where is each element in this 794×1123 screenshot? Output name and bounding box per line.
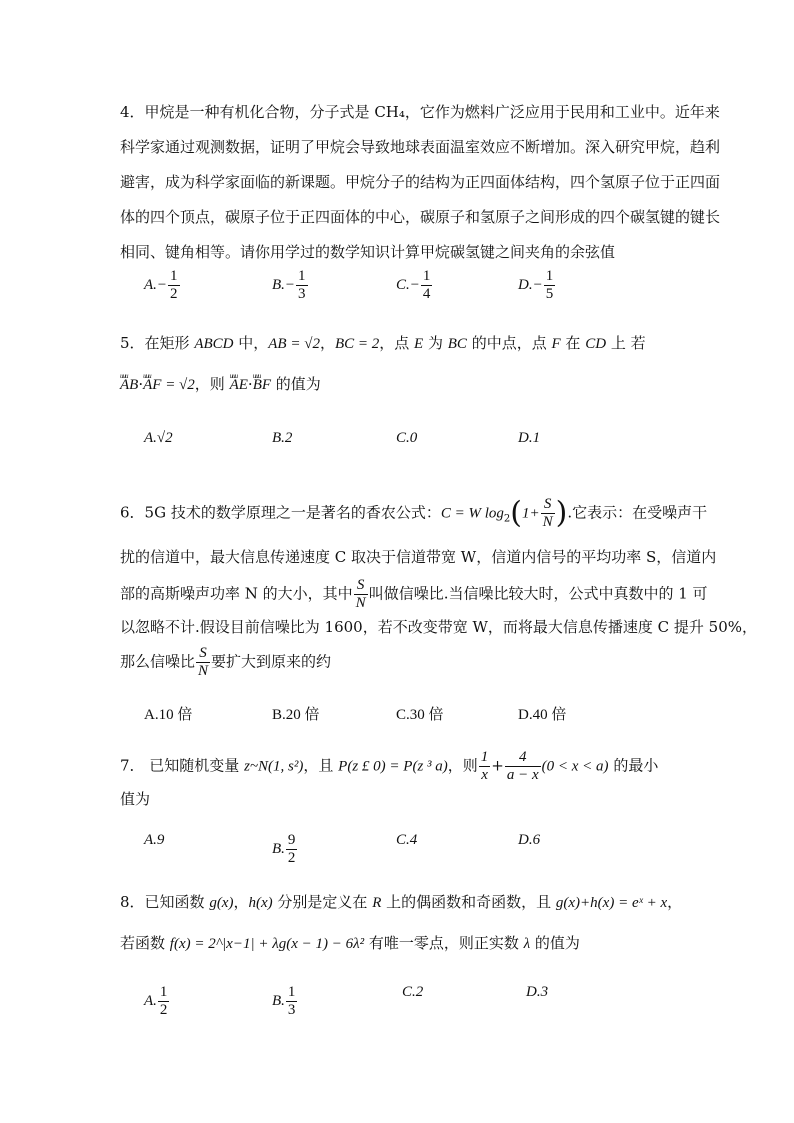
q6-line-1: 6．5G 技术的数学原理之一是著名的香农公式：C = W $\log_2(1+$ $\frac{S}{N}$ ).它表示：在受噪声干 (120, 495, 708, 531)
q8-line-1: 8．已知函数 g(x)，h(x) 分别是定义在 R 上的偶函数和奇函数，且 g(x)+h(x) = eˣ + x， (120, 893, 683, 911)
q5-line-1: 5．在矩形 ABCD 中，AB = √2，BC = 2，点 E 为 BC 的中点，点 F 在 CD 上 若 (120, 334, 646, 352)
q4-option-a[interactable]: A.− $\frac{1}{2}$ (144, 268, 178, 302)
q8-option-a[interactable]: A. $\frac{1}{2}$ (144, 984, 168, 1018)
q8-line-2: 若函数 f(x) = 2^|x−1| + λg(x − 1) − 6λ² 有唯一零点，则正实数 λ 的值为 (120, 934, 580, 952)
q4-option-b[interactable]: B.− $\frac{1}{3}$ (272, 268, 306, 302)
q4-option-d[interactable]: D.− $\frac{1}{5}$ (518, 268, 554, 302)
q4-option-c[interactable]: C.− $\frac{1}{4}$ (396, 268, 431, 302)
q5-option-d[interactable]: D.1 (518, 430, 541, 446)
q6-option-a[interactable]: A.10 倍 (144, 707, 193, 723)
q7-option-c[interactable]: C.4 (396, 832, 418, 848)
q4-line-5: 相同、键角相等。请你用学过的数学知识计算甲烷碳氢键之间夹角的余弦值 (120, 243, 616, 261)
q7-option-b[interactable]: B. $\frac{9}{2}$ (272, 832, 296, 866)
q4-options (0, 268, 794, 308)
q6-line-2: 扰的信道中，最大信息传递速度 C 取决于信道带宽 W，信道内信号的平均功率 S，信道内 (120, 548, 717, 566)
q6-option-d[interactable]: D.40 倍 (518, 707, 567, 723)
q6-options (0, 703, 794, 743)
q4-line-2: 科学家通过观测数据，证明了甲烷会导致地球表面温室效应不断增加。深入研究甲烷，趋利 (120, 138, 721, 156)
q6-line-3: 部的高斯噪声功率 N 的大小，其中 $\frac{S}{N}$ 叫做信噪比.当信噪比较大时，公式中真数中的 1 可 (120, 577, 708, 611)
q4-line-3: 避害，成为科学家面临的新课题。甲烷分子的结构为正四面体结构，四个氢原子位于正四面 (120, 173, 721, 191)
q7-option-d[interactable]: D.6 (518, 832, 541, 848)
q7-options (0, 832, 794, 872)
q6-option-c[interactable]: C.30 倍 (396, 707, 444, 723)
q8-option-c[interactable]: C.2 (402, 984, 424, 1000)
q5-line-2: uuu AB·uuu AF = √2，则 uuu AE·uuu BF 的值为 (120, 374, 321, 395)
q5-option-a[interactable]: A.√2 (144, 430, 173, 446)
q7-option-a[interactable]: A.9 (144, 832, 165, 848)
q6-option-b[interactable]: B.20 倍 (272, 707, 320, 723)
q4-line-4: 体的四个顶点，碳原子位于正四面体的中心，碳原子和氢原子之间形成的四个碳氢键的键长 (120, 208, 721, 226)
q7-line-1: 7． 已知随机变量 z~N(1, s²)，且 P(z £ 0) = P(z ³ a)，则 $\frac{1}{x}$ + $\frac{4}{a - x}$ (0 < x < a) 的最小 (120, 749, 659, 783)
q8-option-d[interactable]: D.3 (526, 984, 549, 1000)
q8-options (0, 984, 794, 1024)
q7-line-2: 值为 (120, 790, 151, 808)
q8-option-b[interactable]: B. $\frac{1}{3}$ (272, 984, 296, 1018)
q5-option-c[interactable]: C.0 (396, 430, 418, 446)
q6-line-5: 那么信噪比 $\frac{S}{N}$ 要扩大到原来的约 (120, 645, 332, 679)
q6-line-4: 以忽略不计.假设目前信噪比为 1600，若不改变带宽 W，而将最大信息传播速度 C 提升 50%， (120, 618, 758, 636)
q5-option-b[interactable]: B.2 (272, 430, 293, 446)
q4-line-1: 4．甲烷是一种有机化合物，分子式是 CH₄，它作为燃料广泛应用于民用和工业中。近年来 (120, 103, 720, 121)
q5-options (0, 430, 794, 470)
